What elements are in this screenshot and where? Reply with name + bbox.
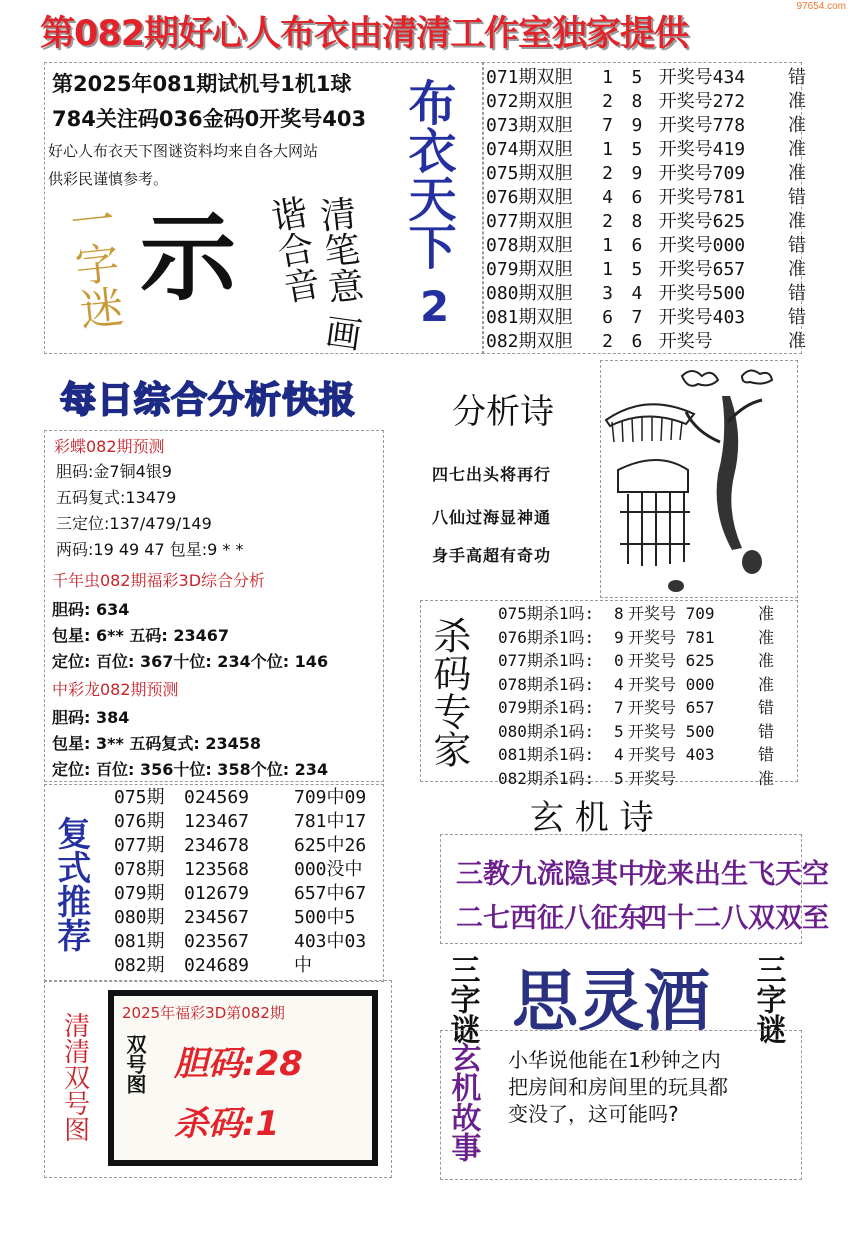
row-draw: 开奖号 625 bbox=[628, 651, 715, 670]
row-num-1: 2 bbox=[602, 163, 613, 184]
row-nums: 024569 bbox=[184, 787, 250, 808]
row-num-2: 5 bbox=[631, 67, 643, 88]
table-row bbox=[498, 696, 798, 720]
trial-line-1: 第2025年081期试机号1机1球 bbox=[52, 72, 352, 96]
row-num-2: 9 bbox=[631, 115, 643, 136]
tree-sketch-illustration bbox=[602, 362, 794, 594]
poem2-title: 玄 机 诗 bbox=[530, 798, 654, 838]
row-draw: 开奖号778 bbox=[658, 115, 746, 136]
row-result: 准 bbox=[758, 604, 775, 623]
row-draw: 开奖号657 bbox=[658, 259, 746, 280]
row-num-1: 6 bbox=[602, 307, 613, 328]
row-num-1: 2 bbox=[602, 211, 613, 232]
row-draw: 开奖号625 bbox=[658, 211, 746, 232]
table-row bbox=[498, 673, 798, 697]
row-issue: 075期双胆 bbox=[486, 163, 573, 184]
row-draw: 开奖号 000 bbox=[628, 674, 715, 694]
row-num-1: 1 bbox=[602, 259, 613, 280]
row-result: 000没中 bbox=[294, 859, 363, 880]
row-num-2: 8 bbox=[631, 211, 643, 232]
riddle-col-2-text: 清笔意 bbox=[312, 193, 366, 306]
row-draw: 开奖号 500 bbox=[628, 721, 715, 741]
row-issue: 081期杀1码: bbox=[498, 745, 595, 764]
row-issue: 076期双胆 bbox=[486, 187, 573, 208]
row-num-1: 1 bbox=[602, 67, 613, 88]
row-num-1: 1 bbox=[602, 235, 613, 256]
table-row bbox=[498, 720, 798, 744]
fushi-table bbox=[114, 786, 384, 978]
riddle3-tag-left-text: 三字谜 bbox=[444, 954, 480, 1044]
poem1-line-2: 八仙过海显神通 bbox=[432, 508, 552, 527]
row-result: 错 bbox=[758, 698, 775, 717]
brand-text: 布衣天下 bbox=[400, 78, 456, 270]
riddle-main-char: 示 bbox=[140, 202, 236, 314]
row-num-1: 3 bbox=[602, 283, 613, 304]
table-row bbox=[486, 66, 806, 90]
brand-vertical bbox=[400, 78, 460, 278]
row-issue: 080期 bbox=[114, 907, 165, 928]
row-draw: 开奖号272 bbox=[658, 91, 746, 112]
row-result: 错 bbox=[787, 187, 806, 208]
row-result: 准 bbox=[787, 115, 806, 136]
row-result: 781中17 bbox=[294, 811, 367, 832]
brand-number: 2 bbox=[420, 282, 450, 331]
row-issue: 080期双胆 bbox=[486, 283, 573, 304]
story-line-3: 变没了，这可能吗? bbox=[508, 1102, 679, 1126]
row-draw: 开奖号000 bbox=[658, 235, 746, 256]
story-label-text: 玄机故事 bbox=[445, 1042, 481, 1162]
double-card-dan: 胆码:28 bbox=[174, 1044, 303, 1084]
row-issue: 078期杀1码: bbox=[498, 674, 595, 694]
table-row bbox=[114, 786, 384, 810]
double-card-header: 2025年福彩3D第082期 bbox=[122, 1004, 285, 1022]
row-kill: 9 bbox=[614, 627, 624, 647]
site-watermark: 97654.com bbox=[796, 1, 846, 12]
row-issue: 080期杀1码: bbox=[498, 721, 595, 741]
row-result: 657中67 bbox=[294, 883, 367, 904]
row-result: 错 bbox=[787, 235, 806, 256]
row-draw: 开奖号419 bbox=[658, 139, 746, 160]
riddle3-tag-right-text: 三字谜 bbox=[750, 954, 786, 1044]
riddle3-answer: 思灵酒 bbox=[512, 963, 710, 1040]
trial-line-4: 供彩民谨慎参考。 bbox=[48, 170, 169, 188]
qq-label bbox=[60, 1012, 96, 1149]
pred1-line-4: 两码:19 49 47 包星:9 * * bbox=[56, 540, 244, 559]
table-row bbox=[114, 930, 384, 954]
row-result: 错 bbox=[758, 745, 775, 764]
poem1-title: 分析诗 bbox=[452, 392, 554, 432]
row-num-2: 6 bbox=[631, 235, 643, 256]
trial-line-3: 好心人布衣天下图谜资料均来自各大网站 bbox=[48, 142, 319, 160]
table-row bbox=[498, 767, 798, 791]
row-result: 中 bbox=[294, 955, 312, 976]
table-row bbox=[114, 906, 384, 930]
row-num-1: 1 bbox=[602, 139, 613, 160]
qq-label-text: 清清双号图 bbox=[59, 1012, 90, 1142]
row-result: 709中09 bbox=[294, 787, 367, 808]
kill-label-text: 杀码专家 bbox=[426, 616, 471, 768]
row-issue: 081期双胆 bbox=[486, 307, 573, 328]
row-num-1: 2 bbox=[602, 331, 613, 352]
row-draw: 开奖号 781 bbox=[628, 627, 715, 647]
row-num-2: 9 bbox=[631, 163, 643, 184]
row-draw: 开奖号 bbox=[658, 331, 713, 352]
row-draw: 开奖号403 bbox=[658, 307, 746, 328]
row-draw: 开奖号434 bbox=[658, 67, 746, 88]
row-result: 错 bbox=[758, 721, 775, 741]
row-draw: 开奖号 709 bbox=[628, 604, 715, 623]
poem1-line-1: 四七出头将再行 bbox=[432, 465, 552, 484]
row-nums: 234567 bbox=[184, 907, 250, 928]
pred3-line-3: 定位: 百位: 356十位: 358个位: 234 bbox=[52, 760, 329, 779]
row-result: 准 bbox=[758, 627, 775, 647]
row-result: 准 bbox=[787, 211, 806, 232]
pred1-line-1: 胆码:金7铜4银9 bbox=[56, 462, 172, 481]
table-row bbox=[486, 210, 806, 234]
row-nums: 234678 bbox=[184, 835, 250, 856]
pred3-head: 中彩龙082期预测 bbox=[52, 680, 179, 699]
table-row bbox=[498, 602, 798, 626]
row-result: 500中5 bbox=[294, 907, 356, 928]
table-row bbox=[114, 954, 384, 978]
row-result: 准 bbox=[758, 674, 775, 694]
row-num-1: 7 bbox=[602, 115, 613, 136]
row-num-2: 7 bbox=[631, 307, 643, 328]
double-card-side bbox=[124, 1034, 148, 1098]
fushi-label-text: 复式推荐 bbox=[50, 816, 91, 952]
row-result: 准 bbox=[787, 331, 806, 352]
kill-label bbox=[428, 616, 484, 776]
table-row bbox=[486, 90, 806, 114]
double-card-sha: 杀码:1 bbox=[174, 1104, 280, 1144]
riddle-col-3: 画 bbox=[322, 311, 365, 358]
row-result: 错 bbox=[787, 67, 806, 88]
row-issue: 078期 bbox=[114, 859, 165, 880]
pred2-line-2: 包星: 6** 五码: 23467 bbox=[52, 626, 230, 645]
row-issue: 081期 bbox=[114, 931, 165, 952]
row-result: 准 bbox=[758, 768, 775, 788]
row-draw: 开奖号 bbox=[628, 768, 677, 788]
row-result: 625中26 bbox=[294, 835, 367, 856]
pred3-line-1: 胆码: 384 bbox=[52, 708, 130, 727]
row-result: 403中03 bbox=[294, 931, 367, 952]
row-draw: 开奖号709 bbox=[658, 163, 746, 184]
row-issue: 075期 bbox=[114, 787, 165, 808]
pred2-head: 千年虫082期福彩3D综合分析 bbox=[52, 571, 266, 590]
row-draw: 开奖号 657 bbox=[628, 698, 715, 717]
table-row bbox=[498, 649, 798, 673]
row-kill: 4 bbox=[614, 674, 624, 694]
row-nums: 012679 bbox=[184, 883, 250, 904]
row-draw: 开奖号500 bbox=[658, 283, 746, 304]
poem1-line-3: 身手高超有奇功 bbox=[432, 546, 552, 565]
table-row bbox=[486, 306, 806, 330]
table-row bbox=[486, 162, 806, 186]
row-nums: 023567 bbox=[184, 931, 250, 952]
table-row bbox=[114, 882, 384, 906]
row-num-2: 6 bbox=[631, 187, 643, 208]
pred1-head: 彩蝶082期预测 bbox=[54, 437, 165, 456]
row-issue: 082期双胆 bbox=[486, 331, 573, 352]
story-line-1: 小华说他能在1秒钟之内 bbox=[508, 1048, 721, 1072]
row-kill: 4 bbox=[614, 745, 624, 764]
row-result: 错 bbox=[787, 307, 806, 328]
page-title: 第082期好心人布衣由清清工作室独家提供 bbox=[40, 14, 689, 54]
riddle-side-text: 一字迷 bbox=[60, 195, 125, 333]
daily-banner: 每日综合分析快报 bbox=[60, 380, 357, 421]
row-issue: 076期 bbox=[114, 811, 165, 832]
row-issue: 076期杀1吗: bbox=[498, 627, 595, 647]
row-result: 准 bbox=[787, 139, 806, 160]
row-kill: 0 bbox=[614, 651, 624, 670]
row-nums: 123568 bbox=[184, 859, 250, 880]
row-num-2: 8 bbox=[631, 91, 643, 112]
table-row bbox=[486, 258, 806, 282]
table-row bbox=[486, 234, 806, 258]
table-row bbox=[114, 834, 384, 858]
row-issue: 072期双胆 bbox=[486, 91, 573, 112]
row-issue: 071期双胆 bbox=[486, 67, 573, 88]
table-row bbox=[114, 858, 384, 882]
row-num-1: 2 bbox=[602, 91, 613, 112]
table-row bbox=[486, 114, 806, 138]
row-issue: 082期杀1码: bbox=[498, 768, 595, 788]
double-card-side-text: 双号图 bbox=[123, 1034, 147, 1094]
row-result: 准 bbox=[787, 91, 806, 112]
row-issue: 077期双胆 bbox=[486, 211, 573, 232]
row-kill: 7 bbox=[614, 698, 624, 717]
row-kill: 5 bbox=[614, 768, 624, 788]
fushi-label bbox=[52, 816, 100, 960]
table-row bbox=[486, 282, 806, 306]
table-row bbox=[486, 330, 806, 354]
row-issue: 079期 bbox=[114, 883, 165, 904]
row-kill: 5 bbox=[614, 721, 624, 741]
poem2-a2: 龙来出生飞天空 bbox=[640, 859, 829, 890]
row-issue: 078期双胆 bbox=[486, 235, 573, 256]
poem2-b1: 二七西征八征东 bbox=[456, 903, 645, 934]
row-num-1: 4 bbox=[602, 187, 613, 208]
row-result: 错 bbox=[787, 283, 806, 304]
kill-table bbox=[498, 602, 798, 790]
table-row bbox=[114, 810, 384, 834]
row-issue: 082期 bbox=[114, 955, 165, 976]
double-card bbox=[108, 990, 378, 1166]
row-num-2: 4 bbox=[631, 283, 643, 304]
riddle-col-1-text: 谐合音 bbox=[263, 192, 323, 307]
row-issue: 077期杀1吗: bbox=[498, 651, 595, 670]
row-result: 准 bbox=[787, 259, 806, 280]
row-issue: 077期 bbox=[114, 835, 165, 856]
double-gall-table bbox=[486, 66, 806, 354]
pred1-line-2: 五码复式:13479 bbox=[56, 488, 177, 507]
row-issue: 075期杀1吗: bbox=[498, 604, 595, 623]
pred2-line-1: 胆码: 634 bbox=[52, 600, 130, 619]
row-issue: 074期双胆 bbox=[486, 139, 573, 160]
row-issue: 073期双胆 bbox=[486, 115, 573, 136]
row-issue: 079期双胆 bbox=[486, 259, 573, 280]
row-num-2: 5 bbox=[631, 259, 643, 280]
pred1-line-3: 三定位:137/479/149 bbox=[56, 514, 212, 533]
row-num-2: 5 bbox=[631, 139, 643, 160]
table-row bbox=[486, 186, 806, 210]
row-draw: 开奖号781 bbox=[658, 187, 746, 208]
pred3-line-2: 包星: 3** 五码复式: 23458 bbox=[52, 734, 262, 753]
row-result: 准 bbox=[787, 163, 806, 184]
row-draw: 开奖号 403 bbox=[628, 745, 715, 764]
table-row bbox=[498, 626, 798, 650]
poem2-b2: 四十二八双双至 bbox=[640, 903, 829, 934]
table-row bbox=[486, 138, 806, 162]
table-row bbox=[498, 743, 798, 767]
row-nums: 123467 bbox=[184, 811, 250, 832]
row-nums: 024689 bbox=[184, 955, 250, 976]
row-result: 准 bbox=[758, 651, 775, 670]
story-line-2: 把房间和房间里的玩具都 bbox=[508, 1075, 728, 1099]
row-num-2: 6 bbox=[631, 331, 643, 352]
pred2-line-3: 定位: 百位: 367十位: 234个位: 146 bbox=[52, 652, 329, 671]
trial-line-2: 784关注码036金码0开奖号403 bbox=[52, 107, 367, 131]
poem2-a1: 三教九流隐其中 bbox=[456, 859, 645, 890]
story-label bbox=[446, 1042, 488, 1169]
row-kill: 8 bbox=[614, 604, 624, 623]
row-issue: 079期杀1码: bbox=[498, 698, 595, 717]
